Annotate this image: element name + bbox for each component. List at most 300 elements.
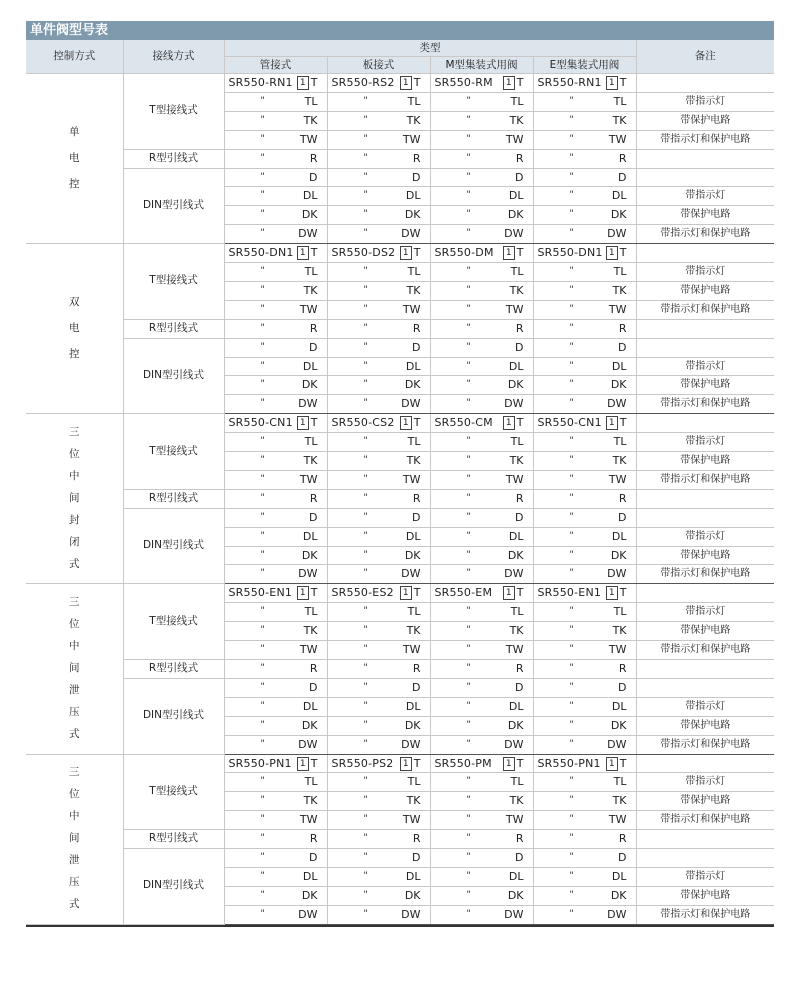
model-cell bbox=[533, 830, 636, 849]
model-suffix: DW bbox=[607, 907, 627, 921]
model-suffix-group bbox=[398, 74, 421, 92]
model-cell bbox=[224, 338, 327, 357]
model-suffix: DW bbox=[504, 397, 524, 411]
size-box: 1 bbox=[297, 246, 309, 260]
model-cell bbox=[533, 849, 636, 868]
ditto-mark: " bbox=[363, 700, 368, 711]
model-suffix: TL bbox=[407, 775, 421, 789]
model-suffix: TW bbox=[608, 472, 627, 486]
model-cell bbox=[430, 489, 533, 508]
ditto-mark: " bbox=[260, 228, 265, 239]
model-cell bbox=[533, 659, 636, 678]
model-cell bbox=[430, 886, 533, 905]
control-mode-char: 闭 bbox=[69, 535, 80, 548]
model-cell bbox=[224, 111, 327, 130]
size-box: 1 bbox=[503, 416, 515, 430]
model-cell bbox=[327, 659, 430, 678]
model-suffix: D bbox=[618, 170, 627, 184]
ditto-mark: " bbox=[363, 133, 368, 144]
ditto-mark: " bbox=[569, 379, 574, 390]
remark-cell: 带保护电路 bbox=[636, 452, 774, 471]
model-cell bbox=[430, 849, 533, 868]
model-cell bbox=[533, 263, 636, 282]
model-number: SR550-EN1 bbox=[537, 586, 602, 600]
model-cell bbox=[533, 508, 636, 527]
ditto-mark: " bbox=[466, 360, 471, 371]
model-cell bbox=[533, 225, 636, 244]
ditto-mark: " bbox=[466, 549, 471, 560]
remark-cell: 带指示灯 bbox=[636, 697, 774, 716]
model-suffix: TK bbox=[303, 113, 318, 127]
model-cell bbox=[327, 149, 430, 168]
control-mode-char: 封 bbox=[69, 513, 80, 526]
model-suffix: T bbox=[516, 416, 524, 430]
model-suffix: D bbox=[412, 510, 421, 524]
ditto-mark: " bbox=[569, 889, 574, 900]
model-cell bbox=[533, 527, 636, 546]
wiring-din: DIN型引线式 bbox=[123, 678, 224, 754]
model-suffix: DL bbox=[302, 529, 318, 543]
model-cell bbox=[430, 603, 533, 622]
model-cell bbox=[430, 168, 533, 187]
model-cell bbox=[533, 811, 636, 830]
model-number: SR550-EN1 bbox=[228, 586, 293, 600]
ditto-mark: " bbox=[466, 719, 471, 730]
ditto-mark: " bbox=[363, 95, 368, 106]
model-cell bbox=[224, 527, 327, 546]
model-suffix: TW bbox=[402, 813, 421, 827]
ditto-mark: " bbox=[363, 284, 368, 295]
wiring-t: T型接线式 bbox=[123, 754, 224, 830]
model-suffix: DK bbox=[301, 718, 318, 732]
model-cell bbox=[533, 773, 636, 792]
model-suffix: DK bbox=[610, 378, 627, 392]
ditto-mark: " bbox=[569, 852, 574, 863]
model-cell bbox=[533, 168, 636, 187]
ditto-mark: " bbox=[569, 266, 574, 277]
model-cell bbox=[224, 187, 327, 206]
ditto-mark: " bbox=[569, 284, 574, 295]
ditto-mark: " bbox=[569, 209, 574, 220]
size-box: 1 bbox=[503, 586, 515, 600]
model-cell bbox=[224, 641, 327, 660]
control-mode-char: 单 bbox=[69, 125, 80, 138]
control-mode-char: 三 bbox=[69, 766, 80, 779]
model-cell bbox=[533, 187, 636, 206]
model-suffix: DW bbox=[607, 567, 627, 581]
model-suffix: D bbox=[412, 680, 421, 694]
wiring-din: DIN型引线式 bbox=[123, 849, 224, 925]
model-suffix: DK bbox=[610, 718, 627, 732]
model-suffix: DW bbox=[401, 737, 421, 751]
table-row bbox=[26, 338, 774, 357]
ditto-mark: " bbox=[466, 171, 471, 182]
table-row bbox=[26, 74, 774, 93]
ditto-mark: " bbox=[363, 814, 368, 825]
model-suffix: TL bbox=[510, 435, 524, 449]
model-suffix: DW bbox=[401, 907, 421, 921]
remark-cell bbox=[636, 849, 774, 868]
model-cell bbox=[327, 508, 430, 527]
model-cell bbox=[430, 754, 533, 773]
ditto-mark: " bbox=[260, 95, 265, 106]
model-cell bbox=[533, 414, 636, 433]
model-cell bbox=[327, 641, 430, 660]
ditto-mark: " bbox=[260, 719, 265, 730]
ditto-mark: " bbox=[466, 190, 471, 201]
model-suffix-group bbox=[295, 755, 318, 773]
size-box: 1 bbox=[400, 246, 412, 260]
model-suffix: DK bbox=[301, 548, 318, 562]
model-cell bbox=[430, 811, 533, 830]
model-suffix-group bbox=[501, 414, 524, 432]
model-cell bbox=[224, 584, 327, 603]
ditto-mark: " bbox=[363, 719, 368, 730]
model-suffix: DL bbox=[405, 869, 421, 883]
ditto-mark: " bbox=[466, 889, 471, 900]
ditto-mark: " bbox=[260, 114, 265, 125]
ditto-mark: " bbox=[569, 398, 574, 409]
ditto-mark: " bbox=[466, 814, 471, 825]
ditto-mark: " bbox=[569, 776, 574, 787]
ditto-mark: " bbox=[260, 152, 265, 163]
ditto-mark: " bbox=[569, 511, 574, 522]
ditto-mark: " bbox=[569, 171, 574, 182]
remark-cell: 带指示灯和保护电路 bbox=[636, 565, 774, 584]
remark-cell bbox=[636, 830, 774, 849]
ditto-mark: " bbox=[466, 114, 471, 125]
model-suffix: DL bbox=[611, 529, 627, 543]
model-cell bbox=[327, 546, 430, 565]
model-suffix: DL bbox=[508, 529, 524, 543]
model-suffix: D bbox=[618, 680, 627, 694]
model-suffix: D bbox=[515, 170, 524, 184]
model-cell bbox=[430, 830, 533, 849]
ditto-mark: " bbox=[260, 436, 265, 447]
model-suffix: R bbox=[618, 321, 627, 335]
model-suffix: DL bbox=[508, 869, 524, 883]
ditto-mark: " bbox=[363, 152, 368, 163]
ditto-mark: " bbox=[466, 322, 471, 333]
model-cell bbox=[327, 754, 430, 773]
model-suffix: TW bbox=[402, 472, 421, 486]
model-suffix: T bbox=[413, 246, 421, 260]
model-suffix: TL bbox=[613, 94, 627, 108]
model-number: SR550-DN1 bbox=[228, 246, 294, 260]
ditto-mark: " bbox=[260, 511, 265, 522]
ditto-mark: " bbox=[466, 455, 471, 466]
control-mode-char: 间 bbox=[69, 491, 80, 504]
ditto-mark: " bbox=[569, 908, 574, 919]
model-suffix: D bbox=[309, 851, 318, 865]
ditto-mark: " bbox=[363, 209, 368, 220]
ditto-mark: " bbox=[260, 530, 265, 541]
size-box: 1 bbox=[503, 246, 515, 260]
model-suffix: DK bbox=[404, 548, 421, 562]
model-cell bbox=[327, 300, 430, 319]
model-cell bbox=[224, 92, 327, 111]
ditto-mark: " bbox=[363, 190, 368, 201]
wiring-t: T型接线式 bbox=[123, 74, 224, 150]
model-suffix: R bbox=[309, 832, 318, 846]
ditto-mark: " bbox=[260, 644, 265, 655]
remark-cell: 带指示灯 bbox=[636, 187, 774, 206]
model-suffix: TW bbox=[505, 472, 524, 486]
model-cell bbox=[224, 697, 327, 716]
model-cell bbox=[430, 338, 533, 357]
ditto-mark: " bbox=[363, 738, 368, 749]
model-suffix: DK bbox=[507, 888, 524, 902]
model-cell bbox=[224, 206, 327, 225]
model-cell bbox=[327, 792, 430, 811]
model-suffix: TL bbox=[510, 775, 524, 789]
ditto-mark: " bbox=[363, 473, 368, 484]
header-type-m-manifold: M型集装式用阀 bbox=[430, 57, 533, 74]
ditto-mark: " bbox=[363, 644, 368, 655]
ditto-mark: " bbox=[466, 284, 471, 295]
wiring-t: T型接线式 bbox=[123, 244, 224, 320]
model-suffix: DW bbox=[401, 567, 421, 581]
remark-cell bbox=[636, 659, 774, 678]
ditto-mark: " bbox=[363, 341, 368, 352]
model-cell bbox=[533, 319, 636, 338]
ditto-mark: " bbox=[363, 398, 368, 409]
ditto-mark: " bbox=[363, 833, 368, 844]
model-suffix: DL bbox=[405, 189, 421, 203]
model-suffix-group bbox=[604, 244, 627, 262]
ditto-mark: " bbox=[569, 700, 574, 711]
model-suffix: D bbox=[618, 851, 627, 865]
table-row bbox=[26, 659, 774, 678]
table-row bbox=[26, 489, 774, 508]
model-cell bbox=[327, 130, 430, 149]
model-suffix: R bbox=[309, 661, 318, 675]
table-row bbox=[26, 584, 774, 603]
ditto-mark: " bbox=[363, 908, 368, 919]
model-suffix: DW bbox=[504, 737, 524, 751]
model-suffix: DL bbox=[302, 359, 318, 373]
model-cell bbox=[430, 376, 533, 395]
ditto-mark: " bbox=[363, 303, 368, 314]
model-cell bbox=[327, 470, 430, 489]
model-suffix: R bbox=[618, 661, 627, 675]
remark-cell: 带指示灯和保护电路 bbox=[636, 300, 774, 319]
ditto-mark: " bbox=[466, 473, 471, 484]
ditto-mark: " bbox=[569, 492, 574, 503]
control-mode-char: 电 bbox=[69, 151, 80, 164]
bottom-rule bbox=[26, 925, 774, 927]
model-cell bbox=[430, 697, 533, 716]
model-cell bbox=[327, 527, 430, 546]
model-suffix: D bbox=[309, 510, 318, 524]
ditto-mark: " bbox=[569, 190, 574, 201]
control-mode-char: 泄 bbox=[69, 683, 80, 696]
size-box: 1 bbox=[606, 757, 618, 771]
model-cell bbox=[224, 489, 327, 508]
model-cell bbox=[327, 735, 430, 754]
model-number: SR550-DN1 bbox=[537, 246, 603, 260]
model-suffix: TW bbox=[505, 302, 524, 316]
ditto-mark: " bbox=[466, 568, 471, 579]
size-box: 1 bbox=[606, 586, 618, 600]
model-cell bbox=[224, 773, 327, 792]
model-cell bbox=[224, 168, 327, 187]
model-cell bbox=[327, 811, 430, 830]
model-cell bbox=[327, 849, 430, 868]
ditto-mark: " bbox=[466, 908, 471, 919]
control-mode-cell bbox=[26, 414, 123, 584]
model-suffix: DW bbox=[298, 737, 318, 751]
ditto-mark: " bbox=[569, 606, 574, 617]
model-cell bbox=[533, 735, 636, 754]
model-cell bbox=[327, 168, 430, 187]
model-suffix: DK bbox=[507, 548, 524, 562]
model-cell bbox=[224, 263, 327, 282]
model-cell bbox=[327, 414, 430, 433]
model-suffix: T bbox=[413, 76, 421, 89]
model-cell bbox=[224, 565, 327, 584]
ditto-mark: " bbox=[569, 341, 574, 352]
remark-cell: 带保护电路 bbox=[636, 622, 774, 641]
model-suffix: TW bbox=[299, 132, 318, 146]
control-mode-char: 压 bbox=[69, 705, 80, 718]
ditto-mark: " bbox=[260, 549, 265, 560]
ditto-mark: " bbox=[569, 360, 574, 371]
model-suffix: TW bbox=[299, 472, 318, 486]
header-wiring-mode: 接线方式 bbox=[123, 40, 224, 74]
size-box: 1 bbox=[400, 586, 412, 600]
model-cell bbox=[430, 357, 533, 376]
model-cell bbox=[533, 111, 636, 130]
model-suffix: TL bbox=[510, 265, 524, 279]
ditto-mark: " bbox=[363, 360, 368, 371]
ditto-mark: " bbox=[260, 398, 265, 409]
model-suffix: R bbox=[618, 151, 627, 165]
size-box: 1 bbox=[606, 416, 618, 430]
model-suffix: TK bbox=[303, 794, 318, 808]
ditto-mark: " bbox=[260, 606, 265, 617]
model-cell bbox=[327, 376, 430, 395]
model-cell bbox=[327, 867, 430, 886]
model-suffix: TL bbox=[407, 265, 421, 279]
model-suffix: TW bbox=[402, 132, 421, 146]
model-cell bbox=[327, 281, 430, 300]
ditto-mark: " bbox=[363, 322, 368, 333]
model-suffix: TL bbox=[613, 605, 627, 619]
model-suffix: DW bbox=[607, 227, 627, 241]
model-suffix: TL bbox=[407, 605, 421, 619]
model-number: SR550-EM bbox=[434, 586, 493, 600]
model-cell bbox=[327, 678, 430, 697]
model-cell bbox=[533, 470, 636, 489]
model-cell bbox=[224, 149, 327, 168]
model-suffix: DW bbox=[298, 567, 318, 581]
table-row bbox=[26, 414, 774, 433]
model-suffix: DW bbox=[298, 397, 318, 411]
model-cell bbox=[224, 470, 327, 489]
remark-cell: 带指示灯 bbox=[636, 527, 774, 546]
ditto-mark: " bbox=[260, 662, 265, 673]
ditto-mark: " bbox=[363, 530, 368, 541]
header-control-mode: 控制方式 bbox=[26, 40, 123, 74]
table-row bbox=[26, 754, 774, 773]
control-mode-char: 中 bbox=[69, 640, 80, 653]
ditto-mark: " bbox=[260, 870, 265, 881]
ditto-mark: " bbox=[466, 738, 471, 749]
table-row bbox=[26, 508, 774, 527]
ditto-mark: " bbox=[466, 303, 471, 314]
ditto-mark: " bbox=[569, 625, 574, 636]
model-suffix: TW bbox=[402, 302, 421, 316]
remark-cell bbox=[636, 508, 774, 527]
ditto-mark: " bbox=[466, 606, 471, 617]
model-suffix: TL bbox=[407, 94, 421, 108]
model-cell bbox=[430, 187, 533, 206]
model-suffix: D bbox=[515, 510, 524, 524]
ditto-mark: " bbox=[363, 776, 368, 787]
remark-cell bbox=[636, 338, 774, 357]
model-suffix: T bbox=[516, 246, 524, 260]
remark-cell: 带保护电路 bbox=[636, 206, 774, 225]
model-cell bbox=[533, 206, 636, 225]
ditto-mark: " bbox=[363, 681, 368, 692]
model-suffix: TW bbox=[299, 302, 318, 316]
model-suffix: DL bbox=[508, 699, 524, 713]
size-box: 1 bbox=[297, 76, 309, 90]
model-cell bbox=[430, 452, 533, 471]
model-suffix: TK bbox=[303, 283, 318, 297]
model-suffix: TK bbox=[406, 454, 421, 468]
ditto-mark: " bbox=[260, 738, 265, 749]
model-cell bbox=[224, 244, 327, 263]
model-suffix: TW bbox=[608, 302, 627, 316]
page-title: 单件阀型号表 bbox=[26, 21, 774, 40]
model-suffix: T bbox=[516, 76, 524, 89]
model-suffix: T bbox=[516, 756, 524, 770]
model-cell bbox=[327, 830, 430, 849]
model-suffix: D bbox=[412, 851, 421, 865]
ditto-mark: " bbox=[569, 833, 574, 844]
model-suffix-group bbox=[295, 584, 318, 602]
model-cell bbox=[224, 300, 327, 319]
model-suffix: R bbox=[412, 832, 421, 846]
wiring-r: R型引线式 bbox=[123, 149, 224, 168]
model-cell bbox=[224, 830, 327, 849]
remark-cell: 带指示灯和保护电路 bbox=[636, 641, 774, 660]
model-number: SR550-PN1 bbox=[537, 756, 601, 770]
model-suffix: D bbox=[515, 680, 524, 694]
model-cell bbox=[327, 622, 430, 641]
remark-cell: 带指示灯 bbox=[636, 433, 774, 452]
ditto-mark: " bbox=[569, 152, 574, 163]
model-cell bbox=[327, 452, 430, 471]
model-cell bbox=[533, 641, 636, 660]
model-cell bbox=[224, 905, 327, 924]
model-cell bbox=[430, 281, 533, 300]
model-suffix: T bbox=[619, 756, 627, 770]
ditto-mark: " bbox=[466, 266, 471, 277]
model-suffix: R bbox=[309, 491, 318, 505]
ditto-mark: " bbox=[260, 133, 265, 144]
model-suffix: TK bbox=[303, 624, 318, 638]
model-suffix: R bbox=[412, 321, 421, 335]
ditto-mark: " bbox=[363, 511, 368, 522]
model-suffix: DK bbox=[404, 378, 421, 392]
model-cell bbox=[430, 735, 533, 754]
model-suffix: DL bbox=[302, 189, 318, 203]
model-cell bbox=[430, 300, 533, 319]
ditto-mark: " bbox=[466, 852, 471, 863]
